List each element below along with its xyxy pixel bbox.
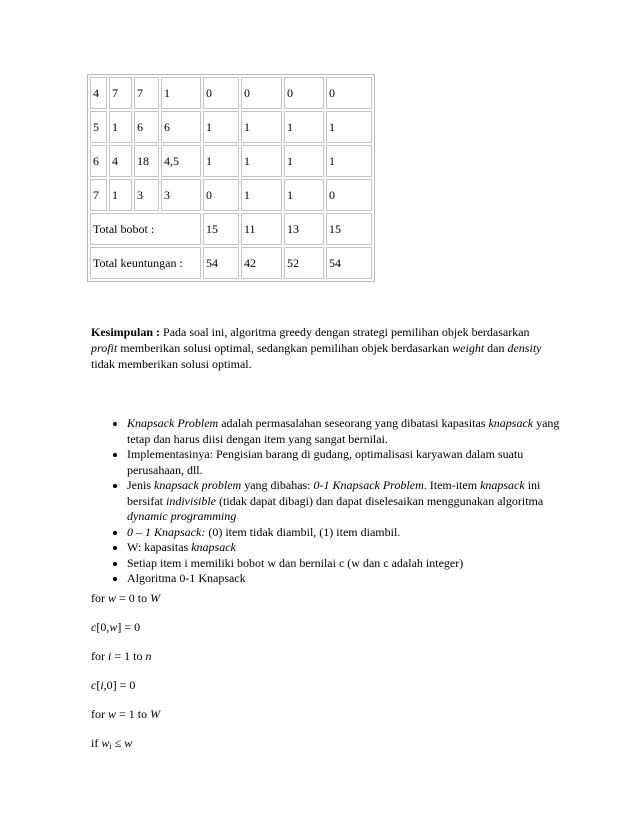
table-cell: 0 [241,77,282,109]
code-line-5: for w = 1 to W [91,707,161,721]
list-item: • Jenis knapsack problem yang dibahas: 0-1 Knapsack Problem. Item-item knapsack ini bersifat indivisible (tidak dapat dibagi) dan dapat diselesaikan menggunakan algoritma dynamic programming [127,478,567,525]
table-cell: 1 [284,145,324,177]
table-cell: 54 [326,247,372,279]
code-line-2: c[0,w] = 0 [91,620,141,634]
total-label: Total keuntungan : [90,247,201,279]
table-cell: 42 [241,247,282,279]
table-row [90,111,372,143]
table-cell: 54 [203,247,239,279]
table-row-total-bobot [90,213,372,245]
table-cell: 1 [241,145,282,177]
table-cell: 4,5 [161,145,201,177]
total-label: Total bobot : [90,213,201,245]
table-row [90,77,372,109]
table-cell: 3 [161,179,201,211]
list-item: • Implementasinya: Pengisian barang di gudang, optimalisasi karyawan dalam suatu perusahaan, dll. [127,447,567,478]
table-cell: 1 [284,111,324,143]
conclusion-emphasis: profit [91,341,118,355]
table-cell: 3 [134,179,159,211]
table-cell: 1 [241,111,282,143]
conclusion-text: dan [484,341,508,355]
conclusion-emphasis: weight [452,341,485,355]
table-cell: 4 [109,145,132,177]
table-cell: 18 [134,145,159,177]
table-cell: 1 [284,179,324,211]
table-cell: 1 [109,111,132,143]
code-line-3: for i = 1 to n [91,649,152,663]
table-row [90,179,372,211]
table-cell: 13 [284,213,324,245]
table-cell: 1 [109,179,132,211]
table-row-total-keuntungan [90,247,372,279]
code-line-6: if $w_i \le w$ [91,736,133,751]
table-cell: 5 [90,111,107,143]
table-cell: 1 [203,145,239,177]
table-cell: 6 [134,111,159,143]
table-cell: 52 [284,247,324,279]
table-cell: 7 [109,77,132,109]
knapsack-table [87,74,375,282]
table-cell: 0 [326,179,372,211]
code-line-1: for w = 0 to W [91,591,161,605]
table-cell: 15 [203,213,239,245]
conclusion-paragraph [91,324,551,372]
table-cell: 1 [326,111,372,143]
table-cell: 6 [90,145,107,177]
list-item: • Algoritma 0-1 Knapsack [127,571,567,587]
list-item: • Setiap item i memiliki bobot w dan bernilai c (w dan c adalah integer) [127,556,567,572]
table-cell: 1 [203,111,239,143]
table-cell: 15 [326,213,372,245]
table-cell: 0 [326,77,372,109]
table-cell: 1 [326,145,372,177]
table-cell: 11 [241,213,282,245]
table-cell: 0 [203,179,239,211]
table-cell: 0 [203,77,239,109]
code-line-4: c[i,0] = 0 [91,678,136,692]
knapsack-bullet-list [91,416,567,587]
list-item: • W: kapasitas knapsack [127,540,567,556]
conclusion-text: tidak memberikan solusi optimal. [91,357,252,371]
table-cell: 4 [90,77,107,109]
table-cell: 1 [241,179,282,211]
list-item: • 0 – 1 Knapsack: (0) item tidak diambil, (1) item diambil. [127,525,567,541]
table-cell: 0 [284,77,324,109]
table-cell: 7 [90,179,107,211]
table-cell: 1 [161,77,201,109]
table-cell: 6 [161,111,201,143]
conclusion-text: memberikan solusi optimal, sedangkan pemilihan objek berdasarkan [117,341,453,355]
table-cell: 7 [134,77,159,109]
conclusion-text: Pada soal ini, algoritma greedy dengan strategi pemilihan objek berdasarkan [160,325,530,339]
list-item: • Knapsack Problem adalah permasalahan seseorang yang dibatasi kapasitas knapsack yang tetap dan harus diisi dengan item yang sangat bernilai. [127,416,567,447]
conclusion-label: Kesimpulan : [91,325,161,339]
table-row [90,145,372,177]
conclusion-emphasis: density [507,341,542,355]
